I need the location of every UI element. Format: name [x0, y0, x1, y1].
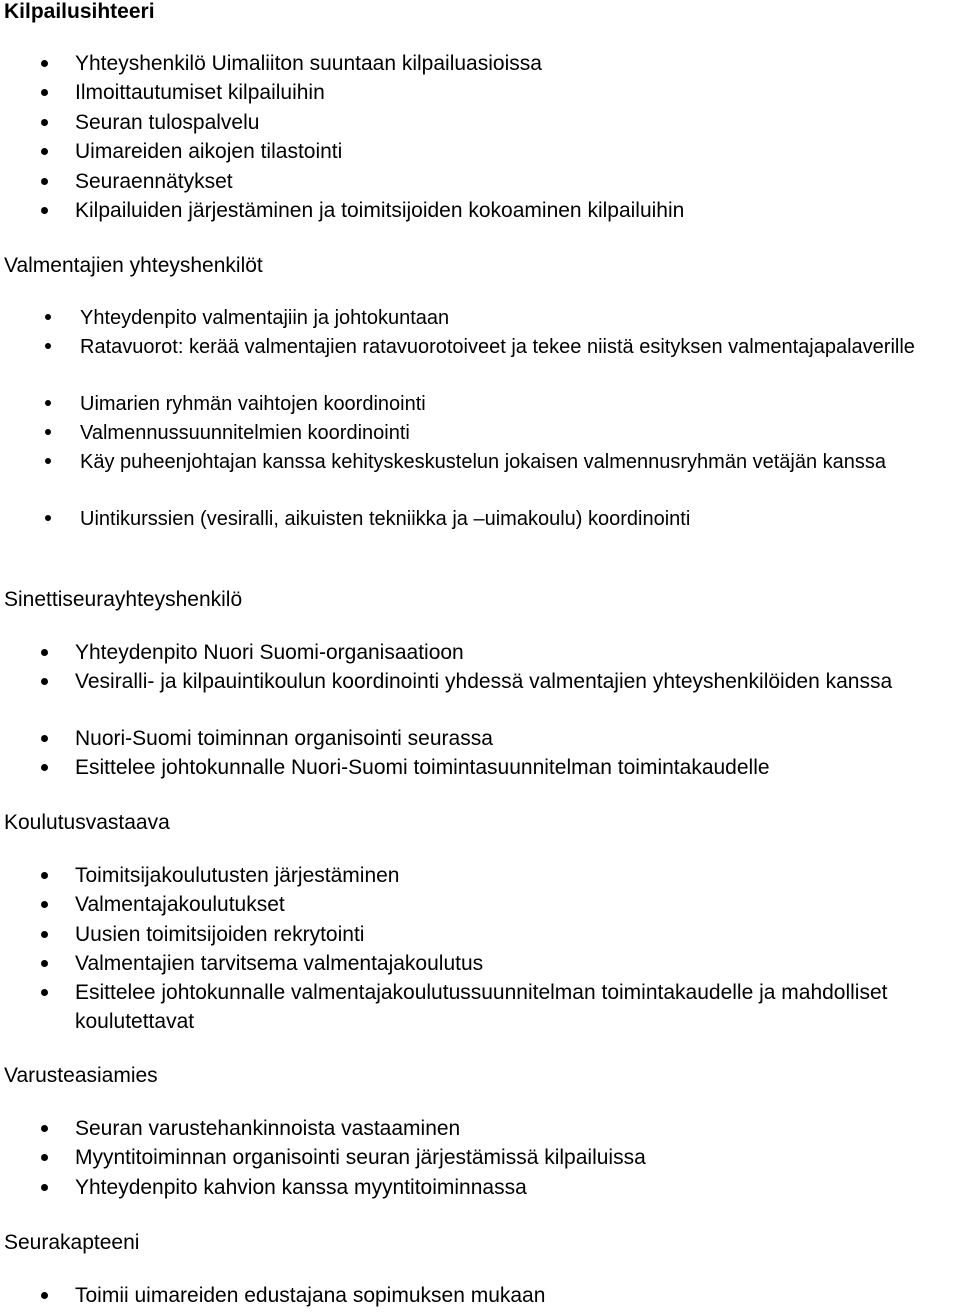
section-heading-varusteasiamies: Varusteasiamies	[4, 1064, 158, 1087]
bullet-icon	[45, 314, 51, 320]
list-item: Esittelee johtokunnalle Nuori-Suomi toimintasuunnitelman toimintakaudelle	[75, 753, 960, 782]
list-item: Uusien toimitsijoiden rekrytointi	[75, 920, 960, 949]
bullet-icon	[41, 901, 48, 908]
list-item: Yhteydenpito Nuori Suomi-organisaatioon	[75, 638, 960, 667]
list-item: Ilmoittautumiset kilpailuihin	[75, 78, 960, 107]
list-item: Toimitsijakoulutusten järjestäminen	[75, 861, 960, 890]
section-heading-seurakapteeni: Seurakapteeni	[4, 1231, 140, 1254]
bullet-icon	[41, 1292, 48, 1299]
list-item: Valmentajakoulutukset	[75, 890, 960, 919]
bullet-icon	[41, 764, 48, 771]
bullet-icon	[41, 207, 48, 214]
list-item: Valmentajien tarvitsema valmentajakoulutus	[75, 949, 960, 978]
bullet-icon	[41, 1125, 48, 1132]
list-item: Uimareiden aikojen tilastointi	[75, 137, 960, 166]
list-item: Uintikurssien (vesiralli, aikuisten tekniikka ja –uimakoulu) koordinointi	[80, 505, 960, 534]
section-heading-valmentajien-yhteyshenkilot: Valmentajien yhteyshenkilöt	[4, 254, 263, 277]
bullet-icon	[45, 343, 51, 349]
list-item: Seuran tulospalvelu	[75, 108, 960, 137]
list-item: Seuraennätykset	[75, 167, 960, 196]
list-item: Myyntitoiminnan organisointi seuran järjestämissä kilpailuissa	[75, 1143, 960, 1172]
list-item: Valmennussuunnitelmien koordinointi	[80, 419, 960, 448]
list-item: Käy puheenjohtajan kanssa kehityskeskustelun jokaisen valmennusryhmän vetäjän kanssa	[80, 448, 960, 477]
bullet-icon	[41, 649, 48, 656]
bullet-icon	[41, 678, 48, 685]
bullet-icon	[41, 1184, 48, 1191]
section-heading-koulutusvastaava: Koulutusvastaava	[4, 811, 170, 834]
bullet-icon	[41, 148, 48, 155]
bullet-icon	[41, 872, 48, 879]
bullet-icon	[41, 931, 48, 938]
list-item: Toimii uimareiden edustajana sopimuksen mukaan	[75, 1281, 960, 1310]
section-heading-sinettiseurayhteyshenkilo: Sinettiseurayhteyshenkilö	[4, 588, 243, 611]
list-item: Vesiralli- ja kilpauintikoulun koordinointi yhdessä valmentajien yhteyshenkilöiden kanssa	[75, 667, 960, 696]
list-item: Ratavuorot: kerää valmentajien ratavuorotoiveet ja tekee niistä esityksen valmentajapalaverille	[80, 333, 960, 362]
list-item: Yhteyshenkilö Uimaliiton suuntaan kilpailuasioissa	[75, 49, 960, 78]
bullet-icon	[41, 60, 48, 67]
list-item: Yhteydenpito kahvion kanssa myyntitoiminnassa	[75, 1173, 960, 1202]
list-item: Seuran varustehankinnoista vastaaminen	[75, 1114, 960, 1143]
bullet-icon	[41, 119, 48, 126]
list-item: Uimarien ryhmän vaihtojen koordinointi	[80, 390, 960, 419]
bullet-icon	[41, 178, 48, 185]
bullet-icon	[45, 400, 51, 406]
bullet-icon	[41, 989, 48, 996]
bullet-icon	[45, 429, 51, 435]
bullet-icon	[45, 515, 51, 521]
list-item: Nuori-Suomi toiminnan organisointi seurassa	[75, 724, 960, 753]
bullet-icon	[41, 1154, 48, 1161]
bullet-icon	[41, 89, 48, 96]
bullet-icon	[45, 458, 51, 464]
list-item: Esittelee johtokunnalle valmentajakoulutussuunnitelman toimintakaudelle ja mahdolliset koulutettavat	[75, 978, 960, 1036]
section-heading-kilpailusihteeri: Kilpailusihteeri	[4, 0, 155, 23]
list-item: Yhteydenpito valmentajiin ja johtokuntaan	[80, 304, 960, 333]
bullet-icon	[41, 735, 48, 742]
list-item: Kilpailuiden järjestäminen ja toimitsijoiden kokoaminen kilpailuihin	[75, 196, 960, 225]
bullet-icon	[41, 960, 48, 967]
